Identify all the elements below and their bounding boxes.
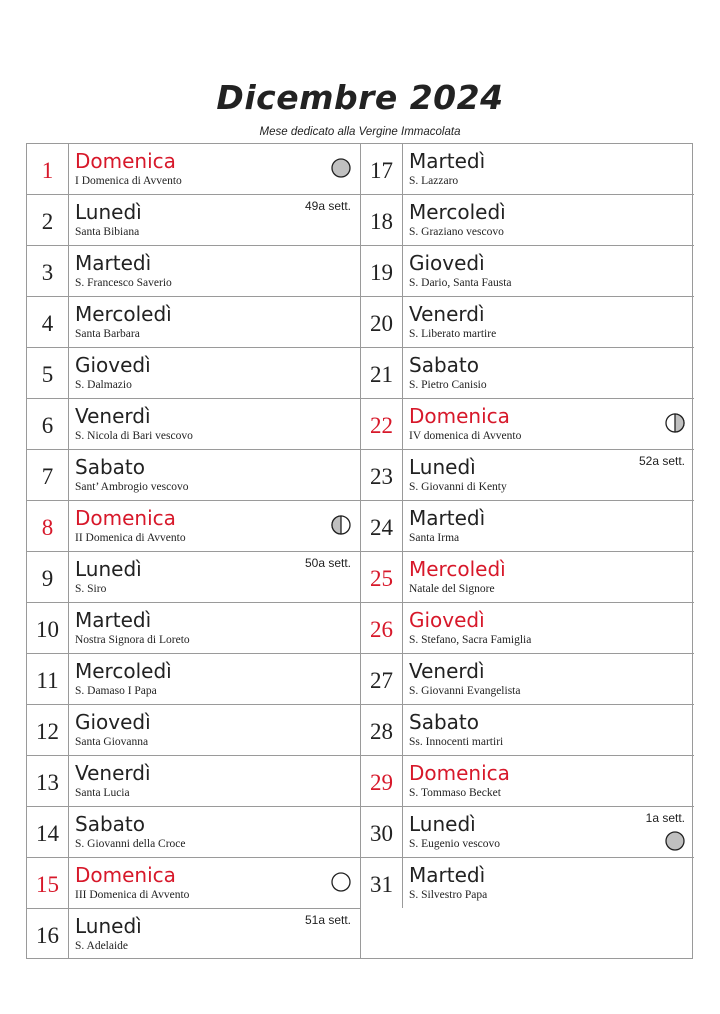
weekday-name: Venerdì (409, 302, 485, 326)
last-quarter-moon-icon (665, 413, 685, 433)
day-number: 4 (27, 297, 69, 347)
weekday-name: Lunedì (409, 455, 476, 479)
saint-name: S. Eugenio vescovo (409, 838, 501, 850)
weekday-name: Sabato (75, 812, 145, 836)
saint-name: Ss. Innocenti martiri (409, 736, 504, 748)
day-row (361, 807, 694, 858)
saint-name: S. Siro (75, 583, 107, 595)
day-row (27, 603, 360, 654)
saint-name: III Domenica di Avvento (75, 889, 190, 901)
saint-name: S. Graziano vescovo (409, 226, 504, 238)
day-row (27, 399, 360, 450)
weekday-name: Domenica (75, 506, 176, 530)
weekday-name: Mercoledì (409, 200, 506, 224)
saint-name: Santa Lucia (75, 787, 130, 799)
day-number: 30 (361, 807, 403, 857)
saint-name: S. Giovanni di Kenty (409, 481, 507, 493)
saint-name: S. Damaso I Papa (75, 685, 157, 697)
new-moon-icon (331, 872, 351, 892)
weekday-name: Sabato (409, 353, 479, 377)
saint-name: Santa Giovanna (75, 736, 149, 748)
weekday-name: Giovedì (75, 710, 151, 734)
day-number: 27 (361, 654, 403, 704)
day-number: 18 (361, 195, 403, 245)
day-number: 15 (27, 858, 69, 908)
page-subtitle: Mese dedicato alla Vergine Immacolata (259, 126, 461, 138)
day-number: 29 (361, 756, 403, 806)
day-row (27, 501, 360, 552)
saint-name: Santa Irma (409, 532, 460, 544)
saint-name: S. Lazzaro (409, 175, 459, 187)
saint-name: Sant’ Ambrogio vescovo (75, 481, 189, 493)
day-number: 9 (27, 552, 69, 602)
saint-name: S. Stefano, Sacra Famiglia (409, 634, 532, 646)
weekday-name: Venerdì (409, 659, 485, 683)
calendar-column-left (27, 144, 360, 958)
day-row (361, 501, 694, 552)
weekday-name: Mercoledì (75, 302, 172, 326)
day-row (361, 144, 694, 195)
weekday-name: Domenica (75, 149, 176, 173)
saint-name: S. Dalmazio (75, 379, 132, 391)
day-number: 26 (361, 603, 403, 653)
day-number: 6 (27, 399, 69, 449)
day-row (361, 348, 694, 399)
day-number: 21 (361, 348, 403, 398)
weekday-name: Venerdì (75, 761, 151, 785)
day-number: 20 (361, 297, 403, 347)
page-title: Dicembre 2024 (216, 78, 504, 117)
saint-name: IV domenica di Avvento (409, 430, 522, 442)
saint-name: S. Silvestro Papa (409, 889, 488, 901)
weekday-name: Lunedì (75, 914, 142, 938)
saint-name: Nostra Signora di Loreto (75, 634, 190, 646)
day-number: 17 (361, 144, 403, 194)
day-number: 19 (361, 246, 403, 296)
day-number: 11 (27, 654, 69, 704)
day-number: 31 (361, 858, 403, 908)
day-row (361, 450, 694, 501)
saint-name: S. Adelaide (75, 940, 129, 952)
day-row (27, 450, 360, 501)
weekday-name: Martedì (75, 608, 152, 632)
saint-name: S. Pietro Canisio (409, 379, 487, 391)
saint-name: Santa Bibiana (75, 226, 140, 238)
weekday-name: Martedì (409, 863, 486, 887)
saint-name: Santa Barbara (75, 328, 140, 340)
saint-name: S. Giovanni della Croce (75, 838, 186, 850)
day-row (361, 195, 694, 246)
day-row (361, 858, 694, 909)
calendar-grid (26, 143, 693, 959)
weekday-name: Venerdì (75, 404, 151, 428)
day-row (361, 603, 694, 654)
week-number: 1a sett. (645, 811, 685, 825)
day-row (27, 297, 360, 348)
day-row (27, 858, 360, 909)
saint-name: II Domenica di Avvento (75, 532, 186, 544)
day-number: 14 (27, 807, 69, 857)
weekday-name: Giovedì (75, 353, 151, 377)
first-quarter-moon-icon (331, 515, 351, 535)
day-number: 28 (361, 705, 403, 755)
day-row (361, 246, 694, 297)
weekday-name: Giovedì (409, 608, 485, 632)
day-row (27, 348, 360, 399)
day-row (361, 705, 694, 756)
saint-name: S. Liberato martire (409, 328, 497, 340)
weekday-name: Martedì (409, 506, 486, 530)
day-number: 23 (361, 450, 403, 500)
week-number: 49a sett. (304, 199, 351, 213)
day-number: 5 (27, 348, 69, 398)
week-number: 50a sett. (304, 556, 351, 570)
full-moon-icon (665, 831, 685, 851)
day-number: 7 (27, 450, 69, 500)
full-moon-icon (331, 158, 351, 178)
weekday-name: Domenica (75, 863, 176, 887)
calendar-column-right (360, 144, 694, 958)
day-row (27, 246, 360, 297)
saint-name: S. Dario, Santa Fausta (409, 277, 512, 289)
weekday-name: Lunedì (75, 200, 142, 224)
day-number: 10 (27, 603, 69, 653)
saint-name: S. Francesco Saverio (75, 277, 172, 289)
saint-name: S. Nicola di Bari vescovo (75, 430, 193, 442)
day-number: 3 (27, 246, 69, 296)
week-number: 52a sett. (638, 454, 685, 468)
weekday-name: Martedì (409, 149, 486, 173)
day-number: 16 (27, 909, 69, 959)
day-row (27, 144, 360, 195)
weekday-name: Lunedì (409, 812, 476, 836)
weekday-name: Martedì (75, 251, 152, 275)
day-row (361, 297, 694, 348)
day-number: 2 (27, 195, 69, 245)
saint-name: Natale del Signore (409, 583, 495, 595)
day-number: 24 (361, 501, 403, 551)
day-row (27, 195, 360, 246)
day-row (27, 705, 360, 756)
day-number: 13 (27, 756, 69, 806)
day-row (361, 654, 694, 705)
day-row (27, 807, 360, 858)
week-number: 51a sett. (304, 913, 351, 927)
weekday-name: Sabato (409, 710, 479, 734)
day-row (361, 552, 694, 603)
weekday-name: Mercoledì (75, 659, 172, 683)
day-number: 12 (27, 705, 69, 755)
weekday-name: Giovedì (409, 251, 485, 275)
day-row (27, 654, 360, 705)
day-row (27, 756, 360, 807)
day-row (27, 909, 360, 960)
day-row (27, 552, 360, 603)
day-number: 25 (361, 552, 403, 602)
weekday-name: Sabato (75, 455, 145, 479)
saint-name: I Domenica di Avvento (75, 175, 182, 187)
weekday-name: Lunedì (75, 557, 142, 581)
weekday-name: Domenica (409, 761, 510, 785)
day-row (361, 399, 694, 450)
saint-name: S. Giovanni Evangelista (409, 685, 521, 697)
weekday-name: Domenica (409, 404, 510, 428)
day-number: 8 (27, 501, 69, 551)
weekday-name: Mercoledì (409, 557, 506, 581)
saint-name: S. Tommaso Becket (409, 787, 501, 799)
day-number: 22 (361, 399, 403, 449)
day-number: 1 (27, 144, 69, 194)
day-row (361, 756, 694, 807)
